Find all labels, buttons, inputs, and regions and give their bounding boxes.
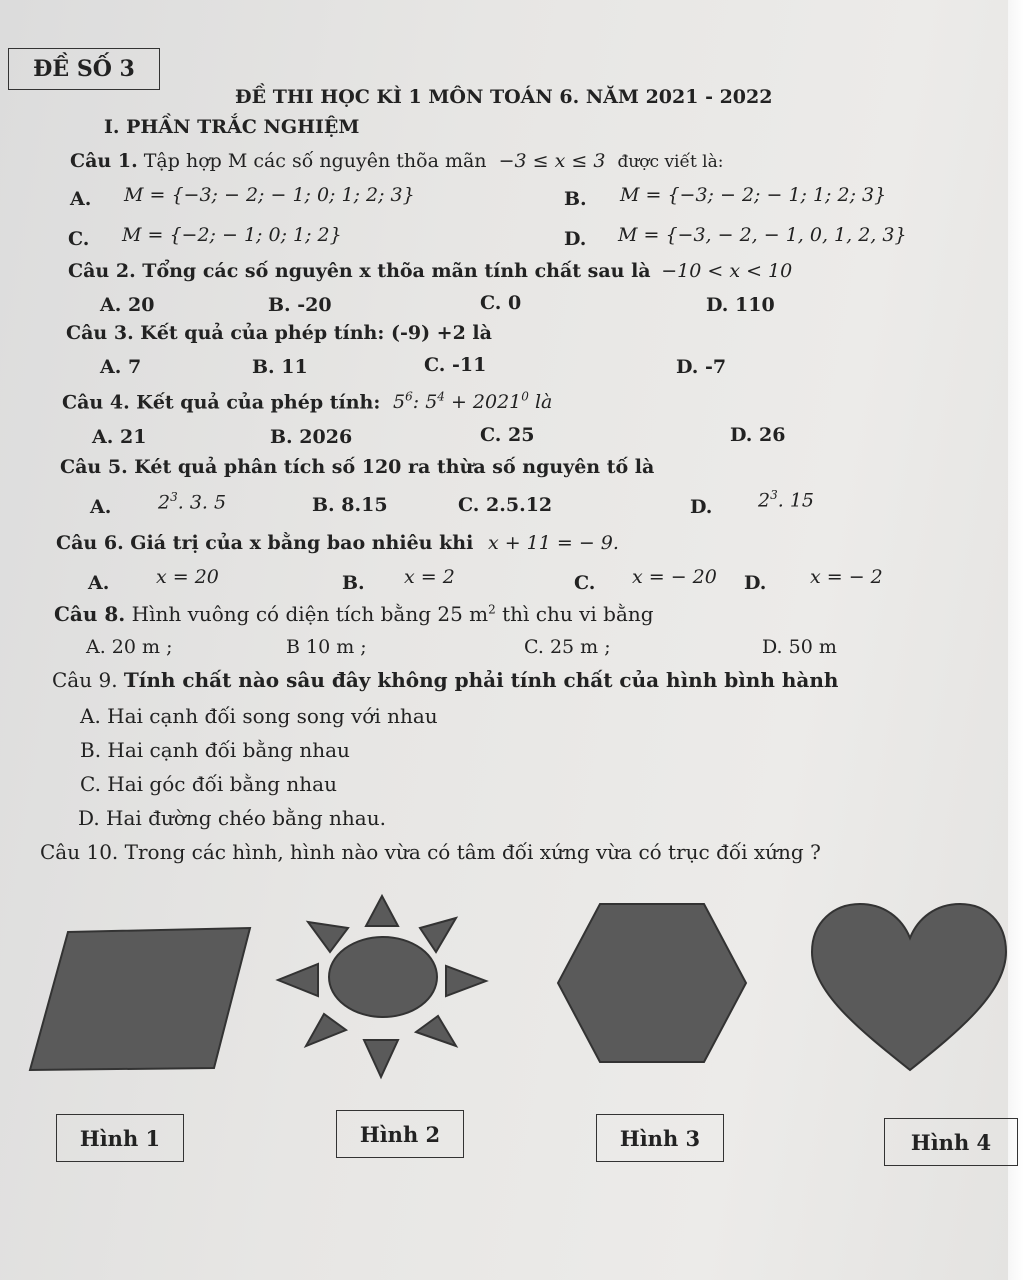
- q5-option-a: [158, 490, 226, 513]
- q6-option-d-label: D.: [744, 572, 767, 594]
- q3-option-a: A. 7: [100, 356, 142, 378]
- question-6: [56, 532, 619, 554]
- q6-option-d: x = − 2: [810, 566, 883, 588]
- figure-1-parallelogram: [30, 928, 250, 1070]
- question-9: [52, 668, 838, 692]
- question-3: Câu 3. Kết quả của phép tính: (-9) +2 là: [66, 322, 492, 344]
- q1-option-a-label: A.: [70, 188, 92, 210]
- figures: [0, 880, 1008, 1120]
- question-6-math: x + 11 = − 9.: [487, 532, 619, 554]
- q9-option-c: C. Hai góc đối bằng nhau: [80, 772, 337, 796]
- question-2-math: −10 < x < 10: [661, 260, 793, 282]
- sun-ray-bottom: [364, 1040, 398, 1077]
- q2-option-b: B. -20: [268, 294, 332, 316]
- q5-a-base: 2: [158, 491, 171, 514]
- q5-option-c: C. 2.5.12: [458, 494, 553, 516]
- figure-2-label: Hình 2: [336, 1110, 464, 1158]
- q9-option-b: B. Hai cạnh đối bằng nhau: [80, 738, 350, 762]
- exam-title: ĐỀ THI HỌC KÌ 1 MÔN TOÁN 6. NĂM 2021 - 2022: [235, 86, 773, 108]
- exam-number-box: ĐỀ SỐ 3: [8, 48, 160, 90]
- question-1-text: Tập hợp M các số nguyên thõa mãn: [143, 150, 487, 172]
- question-8-text: Hình vuông có diện tích bằng 25 m: [131, 602, 489, 626]
- sun-ray-right: [446, 966, 486, 996]
- figure-4-label: Hình 4: [884, 1118, 1018, 1166]
- question-1-math: −3 ≤ x ≤ 3: [498, 150, 606, 172]
- figure-1-label: Hình 1: [56, 1114, 184, 1162]
- q4-exp1: 6: [405, 390, 413, 404]
- sun-ray-top-left: [308, 922, 348, 952]
- question-4-math: [393, 391, 552, 413]
- question-1-label: Câu 1.: [70, 150, 138, 172]
- q2-option-c: C. 0: [480, 292, 522, 314]
- section-title: I. PHẦN TRẮC NGHIỆM: [104, 116, 360, 138]
- q5-a-rest: . 3. 5: [177, 491, 227, 514]
- q5-d-rest: . 15: [777, 489, 814, 512]
- figure-2-sun: [278, 896, 486, 1077]
- sun-ray-left: [278, 964, 318, 996]
- sun-center: [329, 937, 437, 1017]
- question-8-exp: 2: [488, 602, 496, 617]
- q1-option-b: M = {−3; − 2; − 1; 1; 2; 3}: [620, 184, 887, 206]
- question-6-text: Câu 6. Giá trị của x bằng bao nhiêu khi: [56, 532, 474, 554]
- q8-option-b: B 10 m ;: [286, 636, 367, 658]
- q4-base2: 5: [425, 391, 438, 414]
- q2-option-d: D. 110: [706, 294, 775, 316]
- q4-exp2: 4: [437, 390, 445, 404]
- q1-option-d: M = {−3, − 2, − 1, 0, 1, 2, 3}: [618, 224, 907, 246]
- q5-option-a-label: A.: [90, 496, 112, 518]
- q3-option-b: B. 11: [252, 356, 308, 378]
- figure-3-hexagon: [558, 904, 746, 1062]
- q9-option-d: D. Hai đường chéo bằng nhau.: [78, 806, 386, 830]
- q4-option-b: B. 2026: [270, 426, 353, 448]
- question-8: [54, 602, 654, 626]
- paper-edge: [1008, 0, 1024, 1280]
- question-1: [70, 150, 723, 172]
- question-9-label: Câu 9.: [52, 668, 118, 692]
- question-5: Câu 5. Két quả phân tích số 120 ra thừa số nguyên tố là: [60, 456, 655, 478]
- question-2: [68, 260, 792, 282]
- sun-ray-bottom-right: [416, 1016, 456, 1046]
- sun-ray-top-right: [420, 918, 456, 952]
- q6-option-a: x = 20: [156, 566, 219, 588]
- q1-option-b-label: B.: [564, 188, 587, 210]
- q8-option-c: C. 25 m ;: [524, 636, 611, 658]
- q4-option-a: A. 21: [92, 426, 147, 448]
- sun-ray-bottom-left: [306, 1014, 346, 1046]
- q1-option-d-label: D.: [564, 228, 587, 250]
- q4-exp3: 0: [521, 390, 529, 404]
- q6-option-b: x = 2: [404, 566, 455, 588]
- figure-4-heart: [812, 904, 1006, 1070]
- question-4-text: Câu 4. Kết quả của phép tính:: [62, 391, 381, 414]
- q3-option-c: C. -11: [424, 354, 487, 376]
- q5-option-d: [758, 488, 814, 511]
- q5-d-base: 2: [758, 489, 771, 512]
- q4-sep: :: [412, 391, 426, 414]
- q4-plus: + 2021: [444, 391, 522, 414]
- q4-base1: 5: [393, 391, 406, 414]
- q8-option-a: A. 20 m ;: [86, 636, 173, 658]
- q6-option-b-label: B.: [342, 572, 365, 594]
- q5-d-exp: 3: [770, 488, 778, 502]
- q6-option-a-label: A.: [88, 572, 110, 594]
- question-1-tail: được viết là:: [617, 152, 724, 172]
- q5-option-d-label: D.: [690, 496, 713, 518]
- q2-option-a: A. 20: [100, 294, 155, 316]
- figure-3-label: Hình 3: [596, 1114, 724, 1162]
- question-10: Câu 10. Trong các hình, hình nào vừa có tâm đối xứng vừa có trục đối xứng ?: [40, 840, 821, 864]
- q4-tail: là: [528, 391, 553, 414]
- q5-a-exp: 3: [170, 490, 178, 504]
- question-4: [62, 390, 552, 413]
- q5-option-b: B. 8.15: [312, 494, 388, 516]
- question-8-label: Câu 8.: [54, 602, 126, 626]
- sun-ray-top: [366, 896, 398, 926]
- q8-option-d: D. 50 m: [762, 636, 837, 658]
- q1-option-a: M = {−3; − 2; − 1; 0; 1; 2; 3}: [124, 184, 415, 206]
- q6-option-c-label: C.: [574, 572, 596, 594]
- question-2-text: Câu 2. Tổng các số nguyên x thõa mãn tính chất sau là: [68, 260, 651, 282]
- q1-option-c: M = {−2; − 1; 0; 1; 2}: [122, 224, 342, 246]
- q4-option-d: D. 26: [730, 424, 786, 446]
- q3-option-d: D. -7: [676, 356, 727, 378]
- question-9-text: Tính chất nào sâu đây không phải tính chất của hình bình hành: [123, 668, 839, 692]
- q6-option-c: x = − 20: [632, 566, 717, 588]
- q9-option-a: A. Hai cạnh đối song song với nhau: [80, 704, 438, 728]
- q1-option-c-label: C.: [68, 228, 90, 250]
- question-8-tail: thì chu vi bằng: [495, 602, 654, 626]
- q4-option-c: C. 25: [480, 424, 535, 446]
